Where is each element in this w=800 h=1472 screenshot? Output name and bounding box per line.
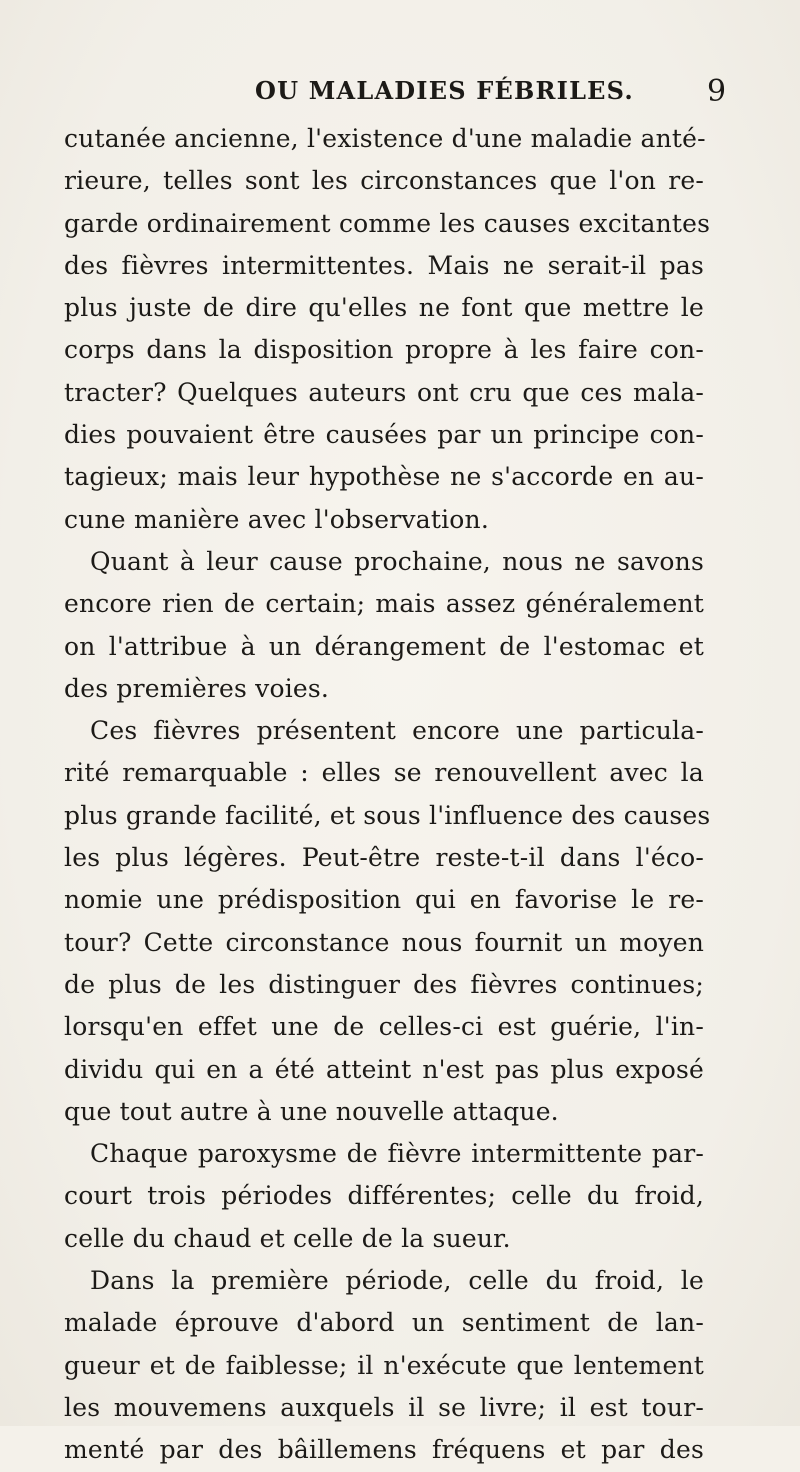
text-line: on l'attribue à un dérangement de l'estomac et — [64, 631, 704, 661]
text-line: lorsqu'en effet une de celles-ci est guérie, l'in- — [64, 1012, 704, 1042]
text-line: tour? Cette circonstance nous fournit un moyen — [64, 927, 704, 957]
text-line: les mouvemens auxquels il se livre; il est tour- — [64, 1392, 704, 1422]
text-line: tracter? Quelques auteurs ont cru que ces mala- — [64, 377, 704, 407]
text-line: dividu qui en a été atteint n'est pas plus exposé — [64, 1054, 704, 1084]
text-line: plus juste de dire qu'elles ne font que mettre le — [64, 293, 704, 323]
text-line: nomie une prédisposition qui en favorise le re- — [64, 885, 704, 915]
text-line: dies pouvaient être causées par un principe con- — [64, 420, 704, 450]
text-line: celle du chaud et celle de la sueur. — [64, 1223, 511, 1253]
paragraph-start-line: Chaque paroxysme de fièvre intermittente par- — [90, 1139, 704, 1169]
page-number: 9 — [707, 74, 727, 109]
text-line: malade éprouve d'abord un sentiment de lan- — [64, 1308, 704, 1338]
text-line: des fièvres intermittentes. Mais ne serait-il pas — [64, 250, 704, 280]
text-line: corps dans la disposition propre à les faire con- — [64, 335, 704, 365]
text-line: rité remarquable : elles se renouvellent avec la — [64, 758, 704, 788]
paragraph-start-line: Ces fièvres présentent encore une particula- — [90, 716, 704, 746]
paragraph-start-line: Dans la première période, celle du froid, le — [90, 1266, 704, 1296]
text-line: cutanée ancienne, l'existence d'une maladie anté- — [64, 124, 706, 153]
text-line: menté par des bâillemens fréquens et par des — [64, 1435, 704, 1465]
body-text — [64, 118, 711, 1472]
text-line: cune manière avec l'observation. — [64, 504, 489, 534]
text-line: des premières voies. — [64, 673, 330, 703]
text-line: de plus de les distinguer des fièvres continues; — [64, 969, 704, 999]
text-line: gueur et de faiblesse; il n'exécute que lentement — [64, 1350, 704, 1380]
text-line: encore rien de certain; mais assez généralement — [64, 589, 704, 619]
text-line: court trois périodes différentes; celle du froid, — [64, 1181, 704, 1211]
page-header — [0, 76, 800, 112]
text-line: plus grande facilité, et sous l'influence des causes — [64, 800, 711, 830]
text-line: garde ordinairement comme les causes excitantes — [64, 208, 711, 238]
text-line: tagieux; mais leur hypothèse ne s'accorde en au- — [64, 462, 704, 492]
text-line: les plus légères. Peut-être reste-t-il dans l'éco- — [64, 843, 704, 873]
text-line: rieure, telles sont les circonstances que l'on re- — [64, 166, 704, 196]
paragraph-start-line: Quant à leur cause prochaine, nous ne savons — [90, 546, 704, 576]
running-title: OU MALADIES FÉBRILES. — [255, 76, 634, 105]
text-line: que tout autre à une nouvelle attaque. — [64, 1096, 559, 1126]
